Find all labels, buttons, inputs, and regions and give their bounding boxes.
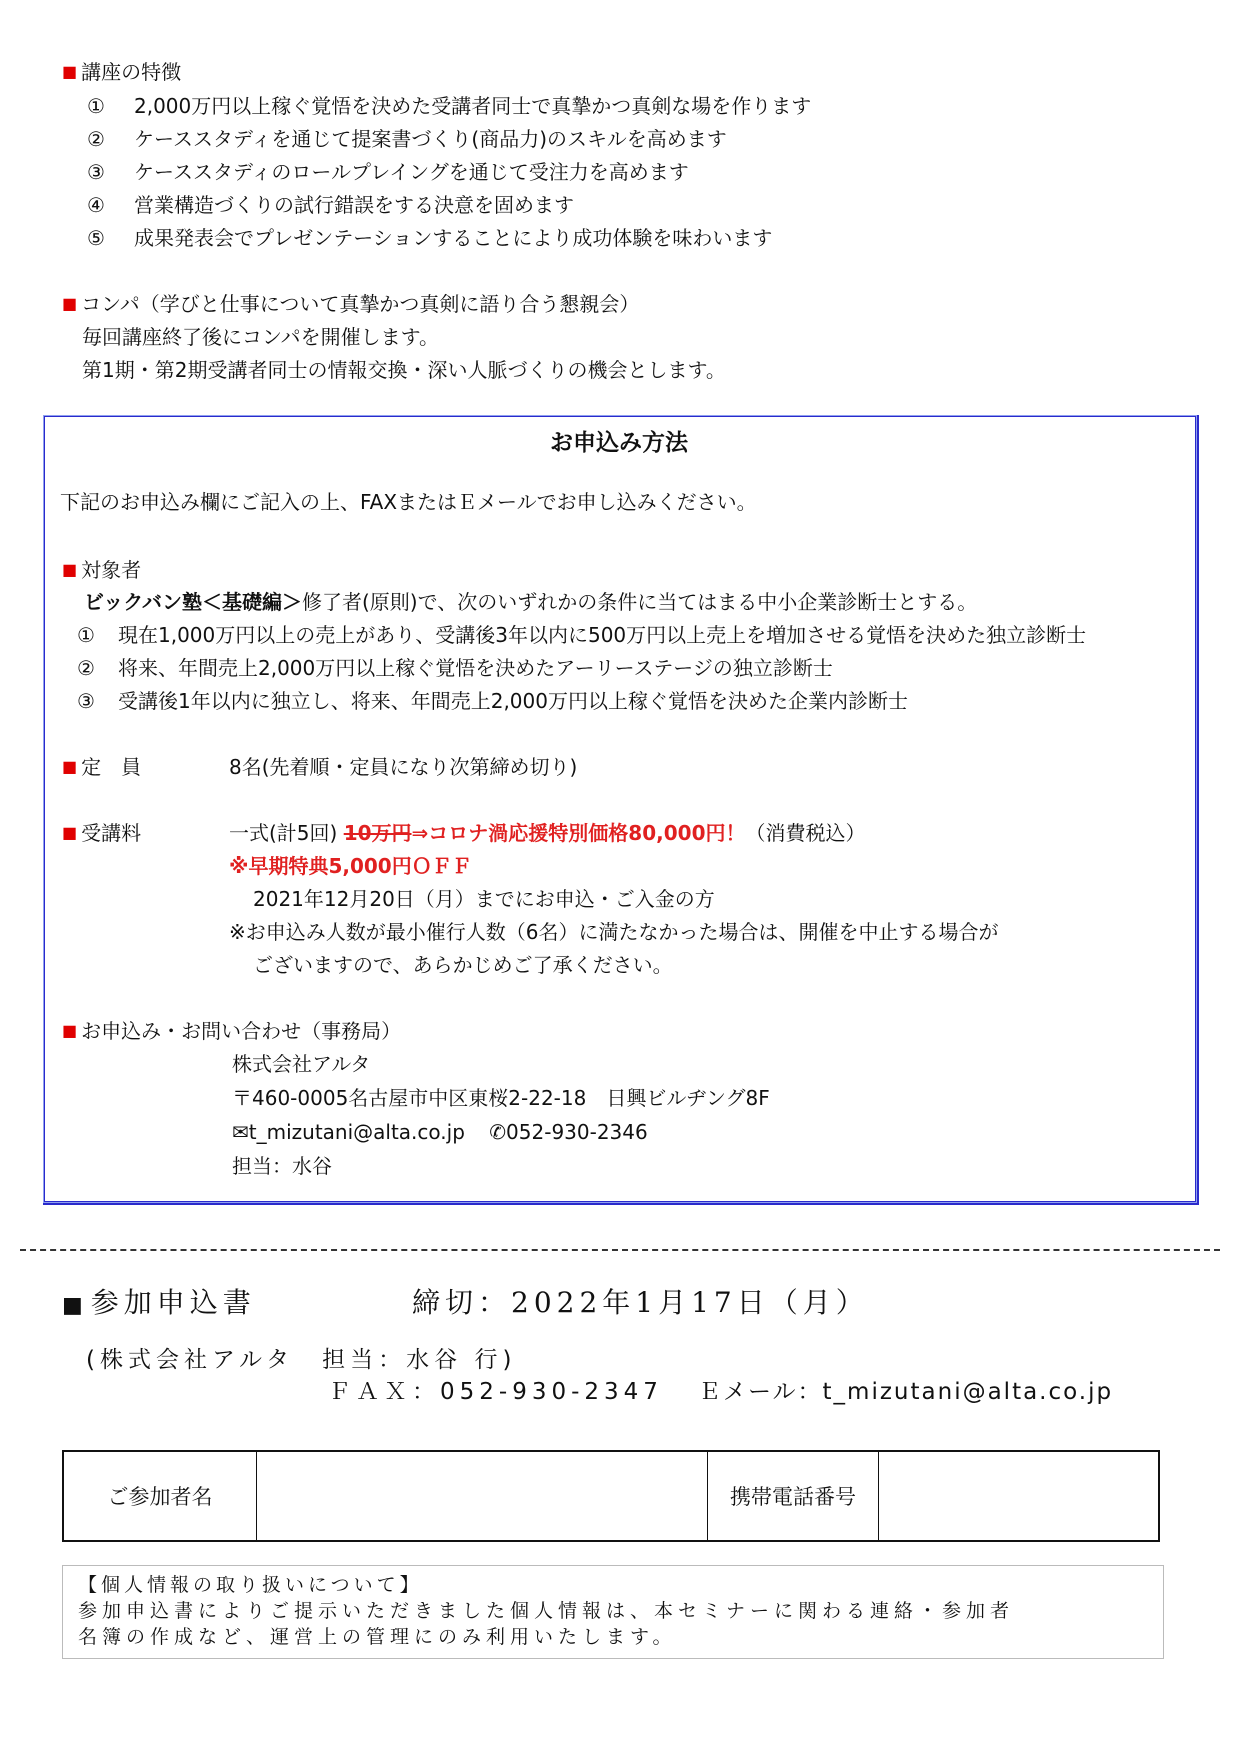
privacy-title: 【個人情報の取り扱いについて】 — [78, 1574, 423, 1596]
phone-icon: ✆ — [489, 1120, 507, 1144]
konpa-heading: ■ コンパ（学びと仕事について真摯かつ真剣に語り合う懇親会） — [62, 292, 640, 316]
konpa-line: 毎回講座終了後にコンパを開催します。 — [82, 325, 439, 349]
square-bullet-icon: ■ — [62, 560, 78, 579]
square-bullet-icon: ■ — [62, 823, 78, 842]
early-deadline: 2021年12月20日（月）までにお申込・ご入金の方 — [253, 887, 715, 911]
square-bullet-icon: ■ — [62, 1293, 83, 1318]
feature-item: ④ 営業構造づくりの試行錯誤をする決意を固めます — [87, 193, 574, 217]
feature-item: ① 2,000万円以上稼ぐ覚悟を決めた受講者同士で真摯かつ真剣な場を作ります — [87, 94, 812, 118]
form-email: Ｅメール：t_mizutani@alta.co.jp — [698, 1379, 1114, 1405]
fee-row — [62, 817, 141, 849]
form-to-line: (株式会社アルタ 担当：水谷 行) — [86, 1347, 517, 1373]
capacity-row — [62, 751, 141, 783]
square-bullet-icon: ■ — [62, 294, 78, 313]
fee-old-price: 10万円 — [343, 821, 412, 845]
feature-item: ③ ケーススタディのロールプレイングを通じて受注力を高めます — [87, 160, 689, 184]
square-bullet-icon: ■ — [62, 1021, 78, 1040]
person-in-charge: 担当：水谷 — [232, 1154, 332, 1178]
participant-name-field[interactable] — [257, 1451, 708, 1541]
privacy-text: 参加申込書によりご提示いただきました個人情報は、本セミナーに関わる連絡・参加者 — [78, 1600, 1015, 1622]
capacity-value: 8名(先着順・定員になり次第締め切り) — [229, 755, 578, 779]
cancel-note: ※お申込み人数が最小催行人数（6名）に満たなかった場合は、開催を中止する場合が — [229, 920, 999, 944]
square-bullet-icon: ■ — [62, 757, 78, 776]
contact-line — [232, 1116, 648, 1148]
target-item: ① 現在1,000万円以上の売上があり、受講後3年以内に500万円以上売上を増加させる覚悟を決めた独立診断士 — [77, 623, 1087, 647]
privacy-text: 名簿の作成など、運営上の管理にのみ利用いたします。 — [78, 1626, 677, 1648]
konpa-line: 第1期・第2期受講者同士の情報交換・深い人脈づくりの機会とします。 — [82, 358, 726, 382]
square-bullet-icon: ■ — [62, 62, 78, 81]
target-item: ③ 受講後1年以内に独立し、将来、年間売上2,000万円以上稼ぐ覚悟を決めた企業内診断士 — [77, 689, 908, 713]
envelope-icon: ✉ — [232, 1120, 249, 1144]
form-deadline: 締切：2022年1月17日（月） — [412, 1286, 869, 1319]
capacity-label: 定 員 — [81, 755, 142, 779]
feature-item: ② ケーススタディを通じて提案書づくり(商品力)のスキルを高めます — [87, 127, 727, 151]
apply-intro: 下記のお申込み欄にご記入の上、FAXまたはＥメールでお申し込みください。 — [60, 490, 757, 514]
early-bird: ※早期特典5,000円ＯＦＦ — [229, 854, 472, 878]
target-heading: ■ 対象者 — [62, 558, 142, 582]
fee-special-price: ⇒コロナ渦応援特別価格80,000円！ — [411, 821, 746, 845]
participant-name-label: ご参加者名 — [63, 1451, 257, 1541]
fee-value: 一式(計5回) 10万円⇒コロナ渦応援特別価格80,000円！（消費税込） — [229, 821, 866, 845]
fee-label: 受講料 — [81, 821, 142, 845]
registration-table — [62, 1450, 1160, 1542]
cancel-note: ございますので、あらかじめご了承ください。 — [253, 953, 673, 977]
apply-title: お申込み方法 — [550, 430, 688, 456]
company-name: 株式会社アルタ — [232, 1052, 371, 1076]
form-fax: ＦＡＸ：052-930-2347 — [328, 1379, 663, 1405]
contact-heading: ■ お申込み・お問い合わせ（事務局） — [62, 1019, 402, 1043]
target-lead: ビックバン塾＜基礎編＞修了者(原則)で、次のいずれかの条件に当てはまる中小企業診断士とする。 — [84, 590, 978, 614]
target-item: ② 将来、年間売上2,000万円以上稼ぐ覚悟を決めたアーリーステージの独立診断士 — [77, 656, 833, 680]
address: 〒460-0005名古屋市中区東桜2-22-18 日興ビルヂング8F — [232, 1086, 770, 1110]
cut-line — [20, 1249, 1220, 1251]
feature-item: ⑤ 成果発表会でプレゼンテーションすることにより成功体験を味わいます — [87, 226, 773, 250]
mobile-phone-label: 携帯電話番号 — [708, 1451, 879, 1541]
email-link[interactable]: t_mizutani@alta.co.jp — [248, 1120, 465, 1144]
features-heading: ■ 講座の特徴 — [62, 60, 182, 84]
mobile-phone-field[interactable] — [879, 1451, 1160, 1541]
table-row — [63, 1451, 1159, 1541]
form-title: ■ 参加申込書 — [62, 1286, 256, 1319]
phone-number[interactable]: 052-930-2346 — [506, 1120, 648, 1144]
